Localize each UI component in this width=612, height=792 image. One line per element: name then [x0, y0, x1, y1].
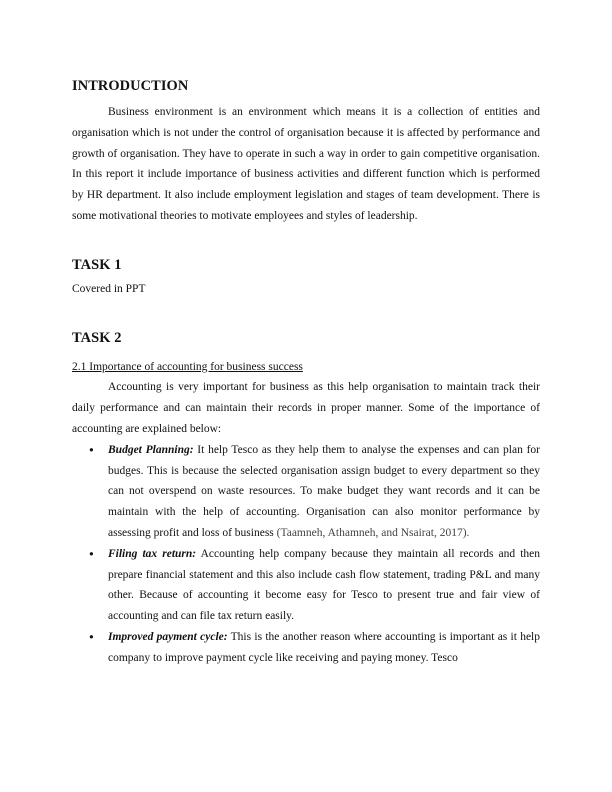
task2-paragraph: Accounting is very important for business as this help organisation to maintain track their daily performance and can maintain their records in proper manner. Some of the importance of accounting are explained below:	[72, 381, 540, 435]
task2-heading: TASK 2	[72, 329, 122, 346]
list-item-improved-payment-cycle	[72, 627, 540, 669]
citation: (Taamneh, Athamneh, and Nsairat, 2017).	[276, 526, 470, 539]
list-item-body: Accounting help company because they maintain all records and then prepare financial statement and this also include cash flow statement, trading P&L and many other. Because of accounting it become easy for Tesco to present true and fair view of accounting and can file tax return easily.	[108, 547, 540, 623]
list-item-term: Filing tax return:	[108, 547, 197, 560]
introduction-paragraph: Business environment is an environment which means it is a collection of entities and organisation which is not under the control of organisation because it is affected by performance and growth of organisation. They have to operate in such a way in order to gain competitive organisation. In this report it include importance of business activities and different function which is performed by HR department. It also include employment legislation and stages of team development. There is some motivational theories to motivate employees and styles of leadership.	[72, 106, 540, 222]
bullet-icon: •	[88, 629, 95, 644]
list-item-term: Budget Planning:	[108, 443, 194, 456]
bullet-icon: •	[88, 442, 95, 457]
introduction-heading: INTRODUCTION	[72, 78, 189, 94]
bullet-icon: •	[88, 546, 95, 561]
list-item-text	[108, 627, 540, 669]
list-item-text	[108, 440, 540, 544]
task1-paragraph: Covered in PPT	[72, 282, 146, 295]
task1-heading: TASK 1	[72, 256, 122, 273]
document-content	[72, 76, 540, 669]
list-item-term: Improved payment cycle:	[108, 630, 228, 643]
list-item-body: This is the another reason where accounting is important as it help company to improve payment cycle like receiving and paying money. Tesco	[108, 630, 541, 664]
list-item-body: It help Tesco as they help them to analyse the expenses and can plan for budges. This is because the selected organisation assign budget to every department so they can not overspend on waste resources. To make budget they want records and it can be maintain with the help of accounting. Organisation can also monitor performance by assessing profit and loss of business	[108, 443, 540, 539]
list-item-filing-tax-return	[72, 544, 540, 627]
list-item-text	[108, 544, 540, 627]
task2-subheading: 2.1 Importance of accounting for business success	[72, 360, 303, 373]
list-item-budget-planning	[72, 440, 540, 544]
importance-list	[72, 440, 540, 669]
